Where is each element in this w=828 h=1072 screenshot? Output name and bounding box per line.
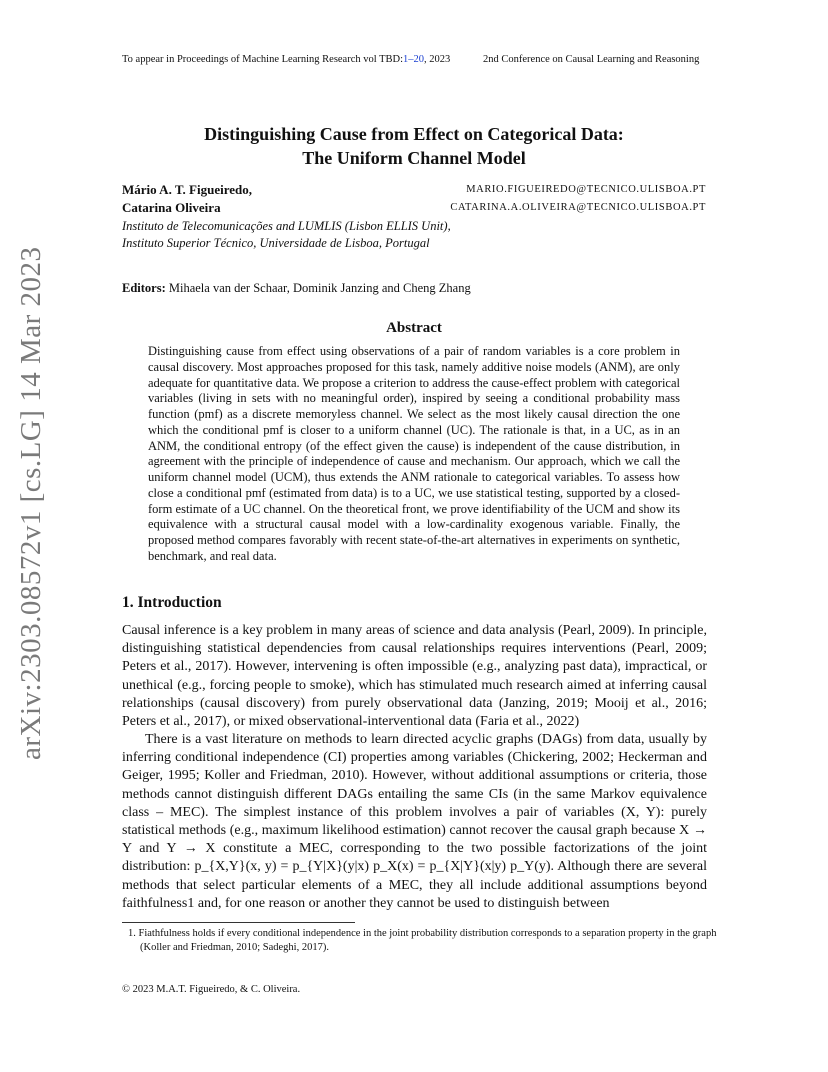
editors-names: Mihaela van der Schaar, Dominik Janzing and Cheng Zhang xyxy=(165,281,471,295)
header-suffix: , 2023 xyxy=(424,54,451,65)
copyright-notice: © 2023 M.A.T. Figueiredo, & C. Oliveira. xyxy=(122,984,301,995)
title-line-1: Distinguishing Cause from Effect on Categorical Data: xyxy=(204,124,624,144)
running-header-left xyxy=(122,54,450,65)
author-email-1: MARIO.FIGUEIREDO@TECNICO.ULISBOA.PT xyxy=(466,184,706,195)
running-header-right: 2nd Conference on Causal Learning and Reasoning xyxy=(483,54,700,65)
author-name-2: Catarina Oliveira xyxy=(122,200,221,215)
footnote-rule xyxy=(122,922,355,923)
editors-line xyxy=(122,281,471,296)
intro-paragraph-2: There is a vast literature on methods to learn directed acyclic graphs (DAGs) from data, usually by inferring conditional independence (CI) properties among variables (Chickering, 2002; Heckerman and Geiger, 1995; Koller and Friedman, 2010). However, without additional assumptions or criteria, those methods cannot distinguish different DAGs entailing the same CIs (in the same Markov equivalence class – MEC). The simplest instance of this problem involves a pair of variables (X, Y): purely statistical methods (e.g., maximum likelihood estimation) cannot recover the causal graph because X → Y and Y → X constitute a MEC, corresponding to the two possible factorizations of the joint distribution: p_{X,Y}(x, y) = p_{Y|X}(y|x) p_X(x) = p_{X|Y}(x|y) p_Y(y). Although there are several methods that select particular elements of a MEC, they all include additional assumptions beyond faithfulness1 and, for one reason or another they cannot be used to distinguish between xyxy=(122,732,707,911)
section-heading: 1. Introduction xyxy=(122,594,222,611)
header-prefix: To appear in Proceedings of Machine Learning Research vol TBD: xyxy=(122,54,404,65)
affiliation-2: Instituto Superior Técnico, Universidade de Lisboa, Portugal xyxy=(122,236,430,250)
arxiv-stamp: arXiv:2303.08572v1 [cs.LG] 14 Mar 2023 xyxy=(15,246,47,760)
abstract-body: Distinguishing cause from effect using observations of a pair of random variables is a core problem in causal discovery. Most approaches proposed for this task, namely additive noise models (ANM), are only adequate for quantitative data. We propose a criterion to address the cause-effect problem with categorical variables (living in sets with no meaningful order), inspired by seeing a conditional probability mass function (pmf) as a discrete memoryless channel. We select as the most likely causal direction the one which the conditional pmf is closer to a uniform channel (UC). The rationale is that, in a UC, as in an ANM, the conditional entropy (of the effect given the cause) is independent of the cause distribution, in agreement with the principle of independence of cause and mechanism. Our approach, which we call the uniform channel model (UCM), thus extends the ANM rationale to categorical variables. To assess how close a conditional pmf (estimated from data) is to a UC, we use statistical testing, supported by a closed-form estimate of a UC channel. On the theoretical front, we prove identifiability of the UCM and show its equivalence with a structural causal model with a low-cardinality exogenous variable. Finally, the proposed method compares favorably with recent state-of-the-art alternatives in experiments on synthetic, benchmark, and real data. xyxy=(148,344,680,563)
abstract-heading: Abstract xyxy=(386,320,442,336)
title-line-2: The Uniform Channel Model xyxy=(302,148,526,168)
intro-paragraph-1: Causal inference is a key problem in many areas of science and data analysis (Pearl, 2009). In principle, distinguishing statistical dependencies from causal relationships requires interventions (Pearl, 2009; Peters et al., 2017). However, intervening is often impossible (e.g., analyzing past data), impractical, or unethical (e.g., forcing people to smoke), which has stimulated much research aimed at inferring causal relationships (causal discovery) from purely observational data (Janzing, 2019; Mooij et al., 2016; Peters et al., 2017), or mixed observational-interventional data (Faria et al., 2022) xyxy=(122,623,707,730)
affiliation-1: Instituto de Telecomunicações and LUMLIS (Lisbon ELLIS Unit), xyxy=(122,219,451,233)
page-range-link[interactable]: 1–20 xyxy=(403,54,425,65)
author-name-1: Mário A. T. Figueiredo, xyxy=(122,182,252,197)
author-email-2: CATARINA.A.OLIVEIRA@TECNICO.ULISBOA.PT xyxy=(450,202,706,213)
paper-title xyxy=(0,122,828,170)
editors-label: Editors: xyxy=(122,281,166,295)
footnote: 1. Fiathfulness holds if every conditional independence in the joint probability distribution corresponds to a separation property in the graph (Koller and Friedman, 2010; Sadeghi, 2017). xyxy=(128,928,717,953)
